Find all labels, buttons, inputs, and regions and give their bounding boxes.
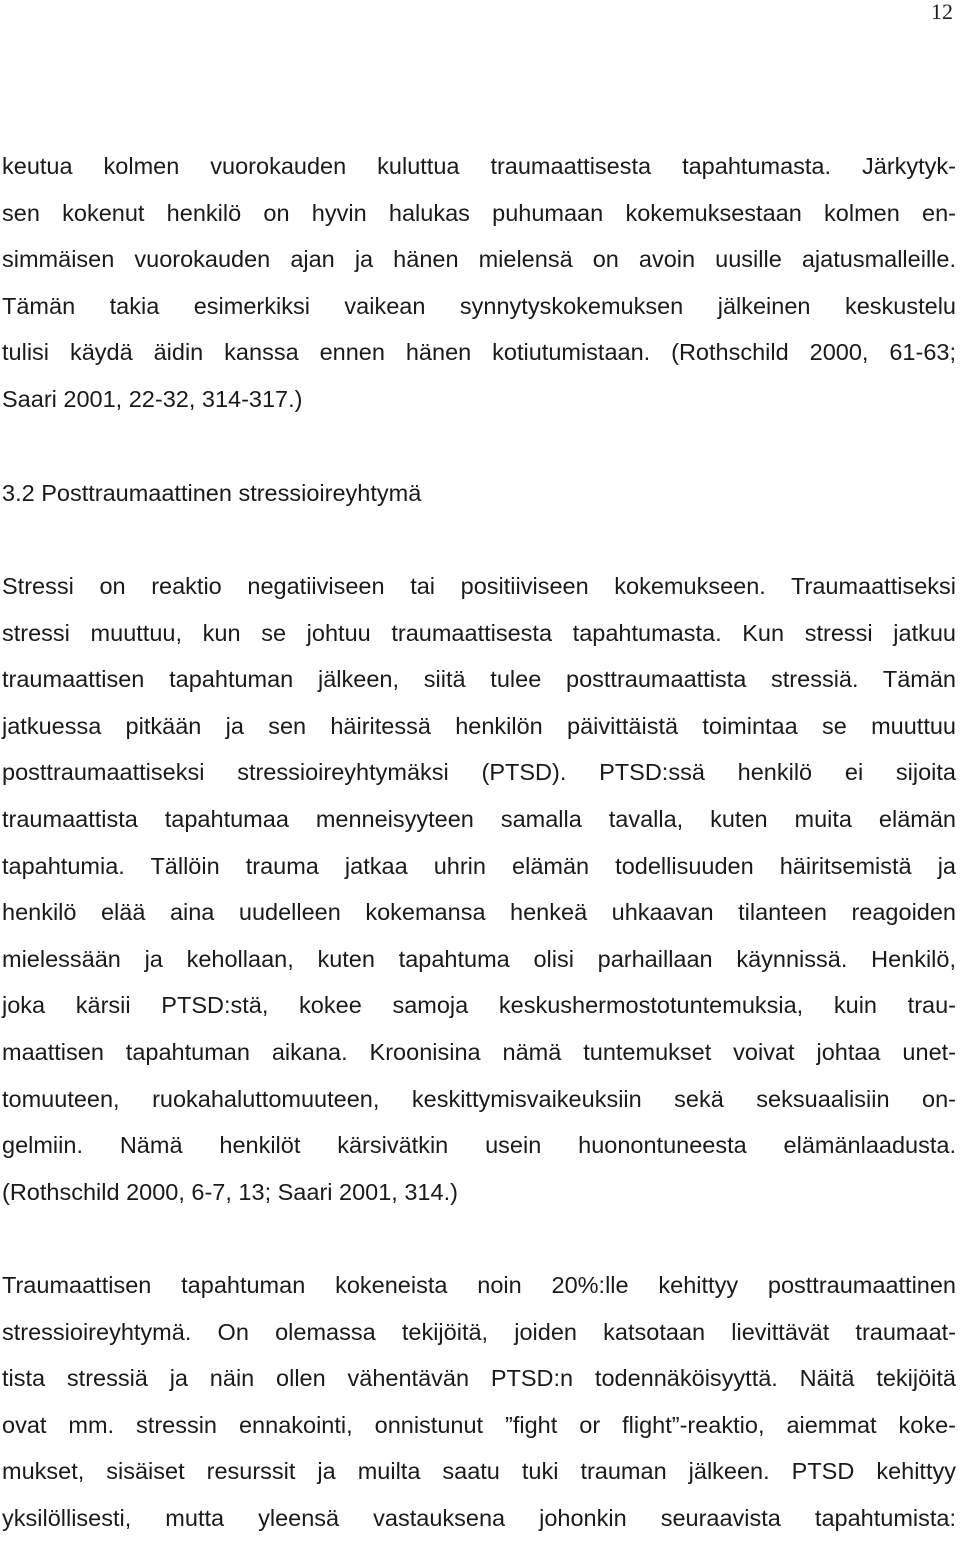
text-line: tista stressiä ja näin ollen vähentävän PTSD:n todennäköisyyttä. Näitä tekijöitä xyxy=(2,1365,956,1392)
text-line: posttraumaattiseksi stressioireyhtymäksi (PTSD). PTSD:ssä henkilö ei sijoita xyxy=(2,759,956,786)
text-line: stressioireyhtymä. On olemassa tekijöitä, joiden katsotaan lievittävät traumaat- xyxy=(2,1318,956,1345)
text-line: keutua kolmen vuorokauden kuluttua traumaattisesta tapahtumasta. Järkytyk- xyxy=(2,153,956,179)
text-line: yksilöllisesti, mutta yleensä vastauksena johonkin seuraavista tapahtumista: xyxy=(2,1504,956,1531)
section-heading: 3.2 Posttraumaattinen stressioireyhtymä xyxy=(2,480,422,506)
text-line: mukset, sisäiset resurssit ja muilta saatu tuki trauman jälkeen. PTSD kehittyy xyxy=(2,1458,956,1485)
text-line: Saari 2001, 22-32, 314-317.) xyxy=(2,385,303,412)
page-number: 12 xyxy=(931,0,953,24)
text-line: Traumaattisen tapahtuman kokeneista noin 20%:lle kehittyy posttraumaattinen xyxy=(2,1272,956,1298)
text-line: mielessään ja kehollaan, kuten tapahtuma olisi parhaillaan käynnissä. Henkilö, xyxy=(2,945,956,972)
text-line: traumaattisen tapahtuman jälkeen, siitä tulee posttraumaattista stressiä. Tämän xyxy=(2,666,956,693)
text-line: traumaattista tapahtumaa menneisyyteen samalla tavalla, kuten muita elämän xyxy=(2,805,956,832)
text-line: Stressi on reaktio negatiiviseen tai positiiviseen kokemukseen. Traumaattiseksi xyxy=(2,573,956,599)
text-line: ovat mm. stressin ennakointi, onnistunut ”fight or flight”-reaktio, aiemmat koke- xyxy=(2,1411,956,1438)
paragraph-ptsd-definition xyxy=(2,563,956,1215)
text-line: simmäisen vuorokauden ajan ja hänen mielensä on avoin uusille ajatusmalleille. xyxy=(2,246,956,273)
text-line: gelmiin. Nämä henkilöt kärsivätkin usein huonontuneesta elämänlaadusta. xyxy=(2,1132,956,1159)
text-line: sen kokenut henkilö on hyvin halukas puhumaan kokemuksestaan kolmen en- xyxy=(2,199,956,226)
paragraph-intro xyxy=(2,143,956,423)
text-line: joka kärsii PTSD:stä, kokee samoja keskushermostotuntemuksia, kuin trau- xyxy=(2,992,956,1019)
text-line: Tämän takia esimerkiksi vaikean synnytyskokemuksen jälkeinen keskustelu xyxy=(2,292,956,319)
text-line: jatkuessa pitkään ja sen häiritessä henkilön päivittäistä toimintaa se muuttuu xyxy=(2,712,956,739)
text-line: (Rothschild 2000, 6-7, 13; Saari 2001, 314.) xyxy=(2,1178,458,1205)
text-line: tapahtumia. Tällöin trauma jatkaa uhrin elämän todellisuuden häiritsemistä ja xyxy=(2,852,956,879)
text-line: henkilö elää aina uudelleen kokemansa henkeä uhkaavan tilanteen reagoiden xyxy=(2,899,956,926)
text-line: stressi muuttuu, kun se johtuu traumaattisesta tapahtumasta. Kun stressi jatkuu xyxy=(2,619,956,646)
text-line: maattisen tapahtuman aikana. Kroonisina nämä tuntemukset voivat johtaa unet- xyxy=(2,1038,956,1065)
text-line: tomuuteen, ruokahaluttomuuteen, keskittymisvaikeuksiin sekä seksuaalisiin on- xyxy=(2,1085,956,1112)
paragraph-ptsd-risk xyxy=(2,1262,956,1542)
text-line: tulisi käydä äidin kanssa ennen hänen kotiutumistaan. (Rothschild 2000, 61-63; xyxy=(2,339,956,366)
